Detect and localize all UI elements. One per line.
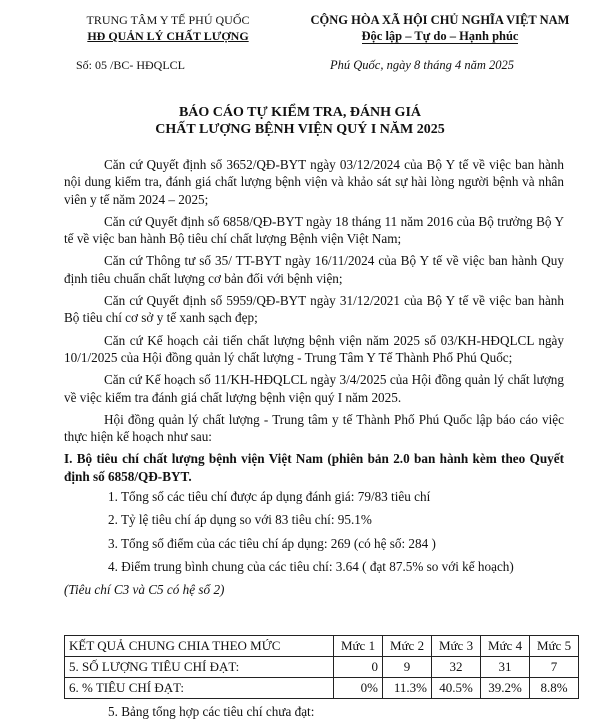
table-cell: 39.2%	[481, 678, 530, 699]
list-item: 5. Bảng tổng hợp các tiêu chí chưa đạt:	[108, 704, 315, 719]
table-header-cell: Mức 3	[432, 636, 481, 657]
coefficient-note: (Tiêu chí C3 và C5 có hệ số 2)	[64, 582, 225, 598]
table-cell: 32	[432, 657, 481, 678]
section-heading: I. Bộ tiêu chí chất lượng bệnh viện Việt Nam (phiên bản 2.0 ban hành kèm theo Quyết định số 6858/QĐ-BYT.	[64, 451, 564, 484]
report-title-line1: BÁO CÁO TỰ KIỂM TRA, ĐÁNH GIÁ	[178, 105, 422, 120]
report-body	[64, 156, 564, 599]
national-title: CỘNG HÒA XÃ HỘI CHỦ NGHĨA VIỆT NAM	[310, 13, 570, 27]
organization-name: TRUNG TÂM Y TẾ PHÚ QUỐC	[86, 13, 250, 27]
document-number: Số: 05 /BC- HĐQLCL	[76, 58, 186, 72]
list-item: 4. Điểm trung bình chung của các tiêu chí: 3.64 ( đạt 87.5% so với kế hoạch)	[108, 558, 514, 574]
table-header-cell: Mức 5	[530, 636, 579, 657]
paragraph: Hội đồng quản lý chất lượng - Trung tâm y tế Thành Phố Phú Quốc lập báo cáo việc thực hiện kế hoạch như sau:	[64, 411, 564, 445]
table-cell: 8.8%	[530, 678, 579, 699]
table-row	[65, 657, 579, 678]
table-cell: 9	[383, 657, 432, 678]
table-cell: 40.5%	[432, 678, 481, 699]
report-title-line2: CHẤT LƯỢNG BỆNH VIỆN QUÝ I NĂM 2025	[155, 122, 445, 137]
table-cell: 0	[334, 657, 383, 678]
paragraph: Căn cứ Quyết định số 6858/QĐ-BYT ngày 18 tháng 11 năm 2016 của Bộ trưởng Bộ Y tế về việc ban hành Bộ tiêu chí chất lượng Bệnh viện Việt Nam;	[64, 213, 564, 247]
paragraph: Căn cứ Kế hoạch số 11/KH-HĐQLCL ngày 3/4/2025 của Hội đồng quản lý chất lượng về việc kiểm tra đánh giá chất lượng bệnh viện quý I năm 2025.	[64, 372, 564, 405]
table-header-cell: Mức 1	[334, 636, 383, 657]
paragraph: Căn cứ Kế hoạch cải tiến chất lượng bệnh viện năm 2025 số 03/KH-HĐQLCL ngày 10/1/2025 của Hội đồng quản lý chất lượng - Trung Tâm Y Tế Thành Phố Phú Quốc;	[64, 332, 564, 365]
results-table	[64, 635, 579, 699]
unit-name: HĐ QUẢN LÝ CHẤT LƯỢNG	[87, 29, 249, 43]
paragraph: Căn cứ Quyết định số 5959/QĐ-BYT ngày 31/12/2021 của Bộ Y tế về việc ban hành Bộ tiêu chí cơ sở y tế xanh sạch đẹp;	[64, 293, 564, 326]
table-cell: 6. % TIÊU CHÍ ĐẠT:	[65, 678, 334, 699]
table-header-cell: Mức 2	[383, 636, 432, 657]
table-cell: 0%	[334, 678, 383, 699]
document-date: Phú Quốc, ngày 8 tháng 4 năm 2025	[330, 58, 515, 72]
table-header-cell: Mức 4	[481, 636, 530, 657]
header-right	[290, 12, 590, 73]
table-row	[65, 678, 579, 699]
table-header-cell: KẾT QUẢ CHUNG CHIA THEO MỨC	[65, 636, 334, 657]
list-item: 1. Tổng số các tiêu chí được áp dụng đánh giá: 79/83 tiêu chí	[108, 489, 431, 505]
table-header-row	[65, 636, 579, 657]
table-cell: 7	[530, 657, 579, 678]
list-item: 3. Tổng số điểm của các tiêu chí áp dụng: 269 (có hệ số: 284 )	[108, 535, 436, 551]
table-cell: 5. SỐ LƯỢNG TIÊU CHÍ ĐẠT:	[65, 657, 334, 678]
list-item: 2. Tỷ lệ tiêu chí áp dụng so với 83 tiêu chí: 95.1%	[108, 512, 372, 528]
motto: Độc lập – Tự do – Hạnh phúc	[361, 29, 519, 43]
paragraph: Căn cứ Thông tư số 35/ TT-BYT ngày 16/11/2024 của Bộ Y tế về việc ban hành Quy định tiêu chuẩn chất lượng cơ bản đối với bệnh viện;	[64, 253, 564, 286]
table-cell: 11.3%	[383, 678, 432, 699]
table-cell: 31	[481, 657, 530, 678]
paragraph: Căn cứ Quyết định số 3652/QĐ-BYT ngày 03/12/2024 của Bộ Y tế về việc ban hành nội dung kiểm tra, đánh giá chất lượng bệnh viện và khảo sát sự hài lòng người bệnh và nhân viên y tế năm 2024 – 2025;	[64, 157, 564, 207]
header-left	[58, 12, 278, 73]
